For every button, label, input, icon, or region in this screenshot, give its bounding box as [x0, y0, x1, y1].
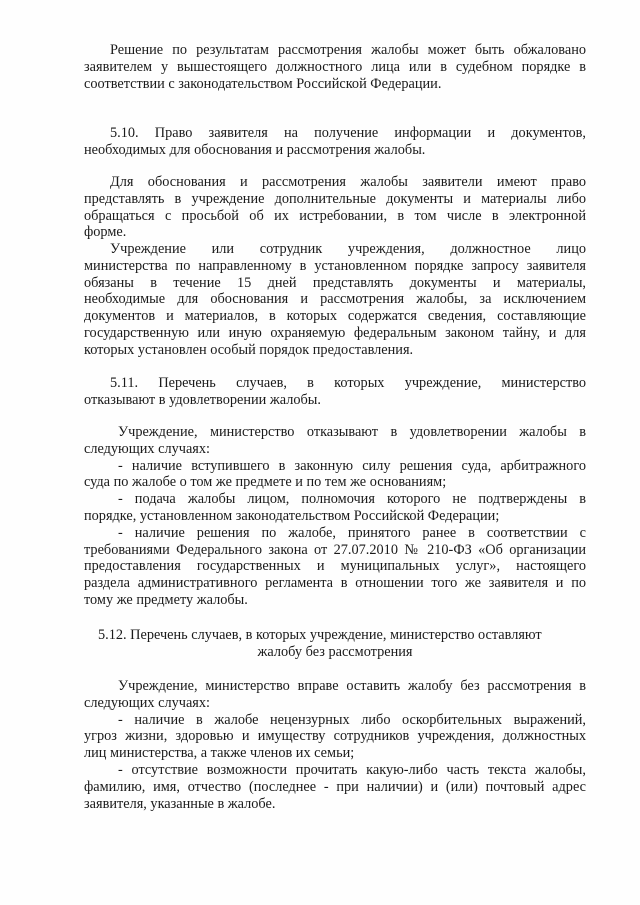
- text-line: - наличие вступившего в законную силу решения суда, арбитражного: [118, 457, 586, 474]
- text-line: Учреждение, министерство вправе оставить жалобу без рассмотрения в: [118, 678, 586, 694]
- paragraph-applicant-rights: [84, 174, 586, 241]
- paragraph-institution-obligations: [84, 241, 586, 359]
- text-line: требованиями Федерального закона от 27.07.2010 № 210-ФЗ «Об организации: [84, 541, 586, 558]
- text-line: 5.10. Право заявителя на получение информации и документов,: [110, 125, 586, 141]
- text-line: соответствии с законодательством Российской Федерации.: [84, 75, 442, 92]
- text-line: следующих случаях:: [84, 440, 210, 457]
- text-line: тому же предмету жалобы.: [84, 591, 248, 608]
- text-line: необходимые для обоснования и рассмотрения жалобы, за исключением: [84, 291, 586, 308]
- text-line: жалобу без рассмотрения: [257, 643, 413, 660]
- text-line: суда по жалобе о том же предмете и по тем же основаниям;: [84, 474, 447, 491]
- text-line: отказывают в удовлетворении жалобы.: [84, 391, 321, 408]
- text-line: обязаны в течение 15 дней представлять документы и материалы,: [84, 274, 586, 291]
- text-line: Решение по результатам рассмотрения жалобы может быть обжаловано: [110, 42, 586, 58]
- text-line: заявителя, указанные в жалобе.: [84, 795, 276, 812]
- text-line: необходимых для обоснования и рассмотрения жалобы.: [84, 141, 426, 158]
- text-line: Учреждение, министерство отказывают в удовлетворении жалобы в: [118, 424, 586, 440]
- heading-5-11: [84, 375, 586, 409]
- text-line: министерства по направленному в установленном порядке запросу заявителя: [84, 257, 586, 274]
- text-line: Учреждение или сотрудник учреждения, должностное лицо: [110, 241, 586, 257]
- text-line: раздела административного регламента в отношении того же заявителя и по: [84, 575, 586, 592]
- text-line: - отсутствие возможности прочитать какую-либо часть текста жалобы,: [118, 761, 586, 778]
- text-line: которых установлен особый порядок предоставления.: [84, 341, 414, 358]
- text-line: фамилию, имя, отчество (последнее - при наличии) и (или) почтовый адрес: [84, 778, 586, 795]
- text-line: Для обоснования и рассмотрения жалобы заявители имеют право: [110, 174, 586, 190]
- text-line: следующих случаях:: [84, 694, 210, 711]
- text-line: 5.12. Перечень случаев, в которых учреждение, министерство оставляют: [98, 627, 542, 643]
- text-line: - подача жалобы лицом, полномочия которого не подтверждены в: [118, 491, 586, 508]
- text-line: порядке, установленном законодательством Российской Федерации;: [84, 507, 500, 524]
- heading-5-10: [84, 125, 586, 159]
- text-line: лиц министерства, а также членов их семьи;: [84, 745, 355, 762]
- text-line: документов и материалов, в которых содержатся сведения, составляющие: [84, 308, 586, 325]
- text-line: государственную или иную охраняемую федеральным законом тайну, и для: [84, 324, 586, 341]
- paragraph-appeal-decision: [84, 42, 586, 92]
- text-line: предоставления государственных и муниципальных услуг», настоящего: [84, 558, 586, 575]
- text-line: угроз жизни, здоровью и имуществу сотрудников учреждения, должностных: [84, 728, 586, 745]
- text-line: - наличие решения по жалобе, принятого ранее в соответствии с: [118, 524, 586, 541]
- text-line: - наличие в жалобе нецензурных либо оскорбительных выражений,: [118, 711, 586, 728]
- paragraph-refusal-cases: [84, 424, 586, 609]
- text-line: форме.: [84, 224, 127, 241]
- text-line: заявителем у вышестоящего должностного лица или в судебном порядке в: [84, 58, 586, 75]
- text-line: представлять в учреждение дополнительные документы и материалы либо: [84, 190, 586, 207]
- text-line: 5.11. Перечень случаев, в которых учреждение, министерство: [110, 375, 586, 391]
- text-line: обращаться с просьбой об их истребовании, в том числе в электронной: [84, 207, 586, 224]
- heading-5-12: [84, 627, 586, 661]
- paragraph-no-consideration-cases: [84, 678, 586, 812]
